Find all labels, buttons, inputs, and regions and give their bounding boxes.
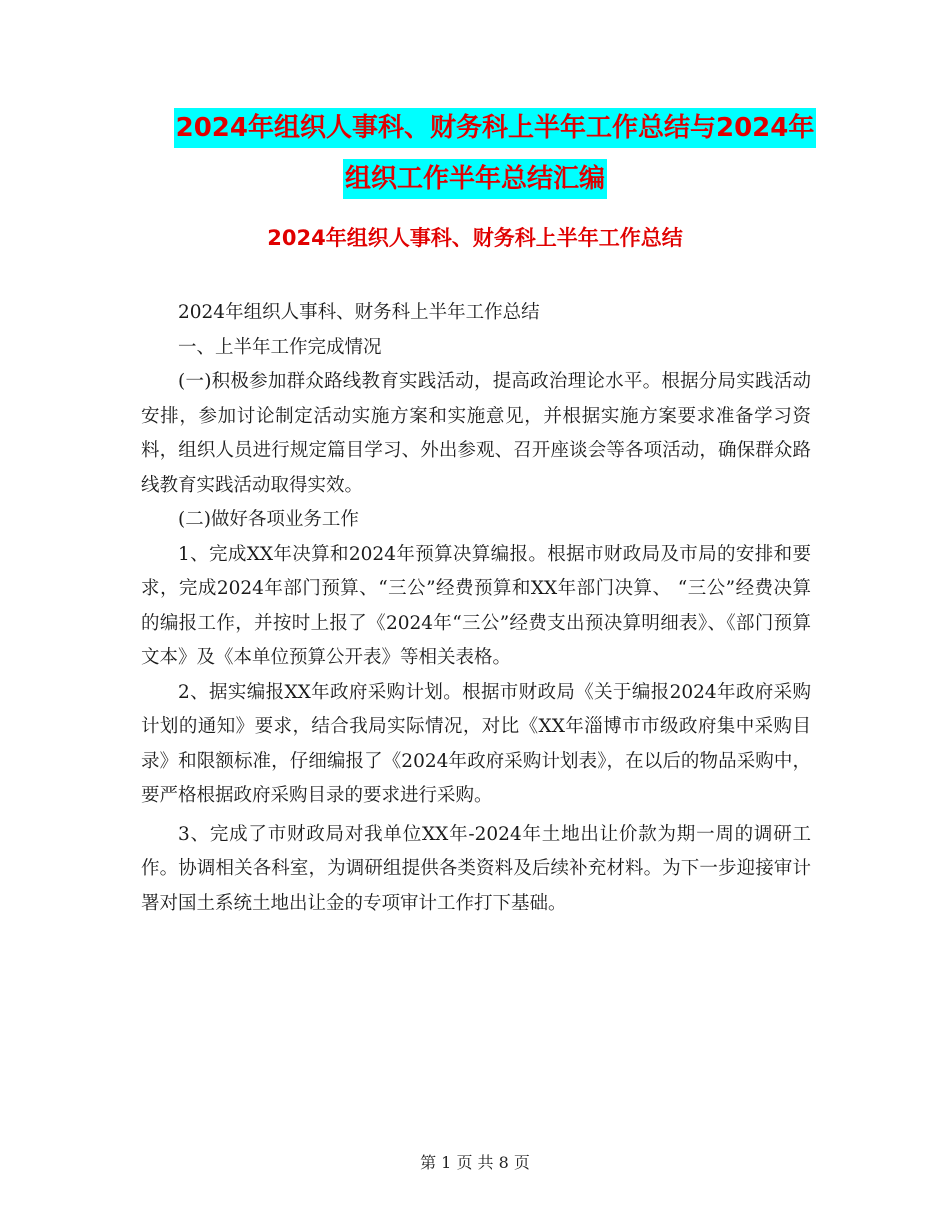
paragraph-section-one: 一、上半年工作完成情况 <box>178 336 382 358</box>
paragraph-point-1: 1、完成XX年决算和2024年预算决算编报。根据市财政局及市局的安排和要求，完成2024年部门预算、“三公”经费预算和XX年部门决算、 “三公”经费决算的编报工作，并按时上报了《2024年“三公”经费支出预决算明细表》、《部门预算文本》及《本单位预算公开表》等相关表格。 <box>141 543 811 668</box>
paragraph-item-1: (一)积极参加群众路线教育实践活动，提高政治理论水平。根据分局实践活动安排，参加讨论制定活动实施方案和实施意见，并根据实施方案要求准备学习资料，组织人员进行规定篇目学习、外出参观、召开座谈会等各项活动，确保群众路线教育实践活动取得实效。 <box>141 371 811 496</box>
title-line-1: 2024年组织人事科、财务科上半年工作总结与2024年 <box>174 108 817 148</box>
paragraph-intro: 2024年组织人事科、财务科上半年工作总结 <box>178 302 540 323</box>
title-line-2: 组织工作半年总结汇编 <box>343 159 607 199</box>
paragraph-point-3: 3、完成了市财政局对我单位XX年-2024年土地出让价款为期一周的调研工作。协调相关各科室，为调研组提供各类资料及后续补充材料。为下一步迎接审计署对国土系统土地出让金的专项审计工作打下基础。 <box>141 823 811 914</box>
paragraph-subsection-two: (二)做好各项业务工作 <box>178 509 359 530</box>
page-footer: 第 1 页 共 8 页 <box>420 1153 530 1172</box>
document-title <box>0 108 950 210</box>
paragraph-point-2: 2、据实编报XX年政府采购计划。根据市财政局《关于编报2024年政府采购计划的通知》要求，结合我局实际情况，对比《XX年淄博市市级政府集中采购目录》和限额标准，仔细编报了《2024年政府采购计划表》，在以后的物品采购中，要严格根据政府采购目录的要求进行采购。 <box>141 681 811 806</box>
section-heading: 2024年组织人事科、财务科上半年工作总结 <box>267 226 683 250</box>
document-body <box>141 296 811 921</box>
